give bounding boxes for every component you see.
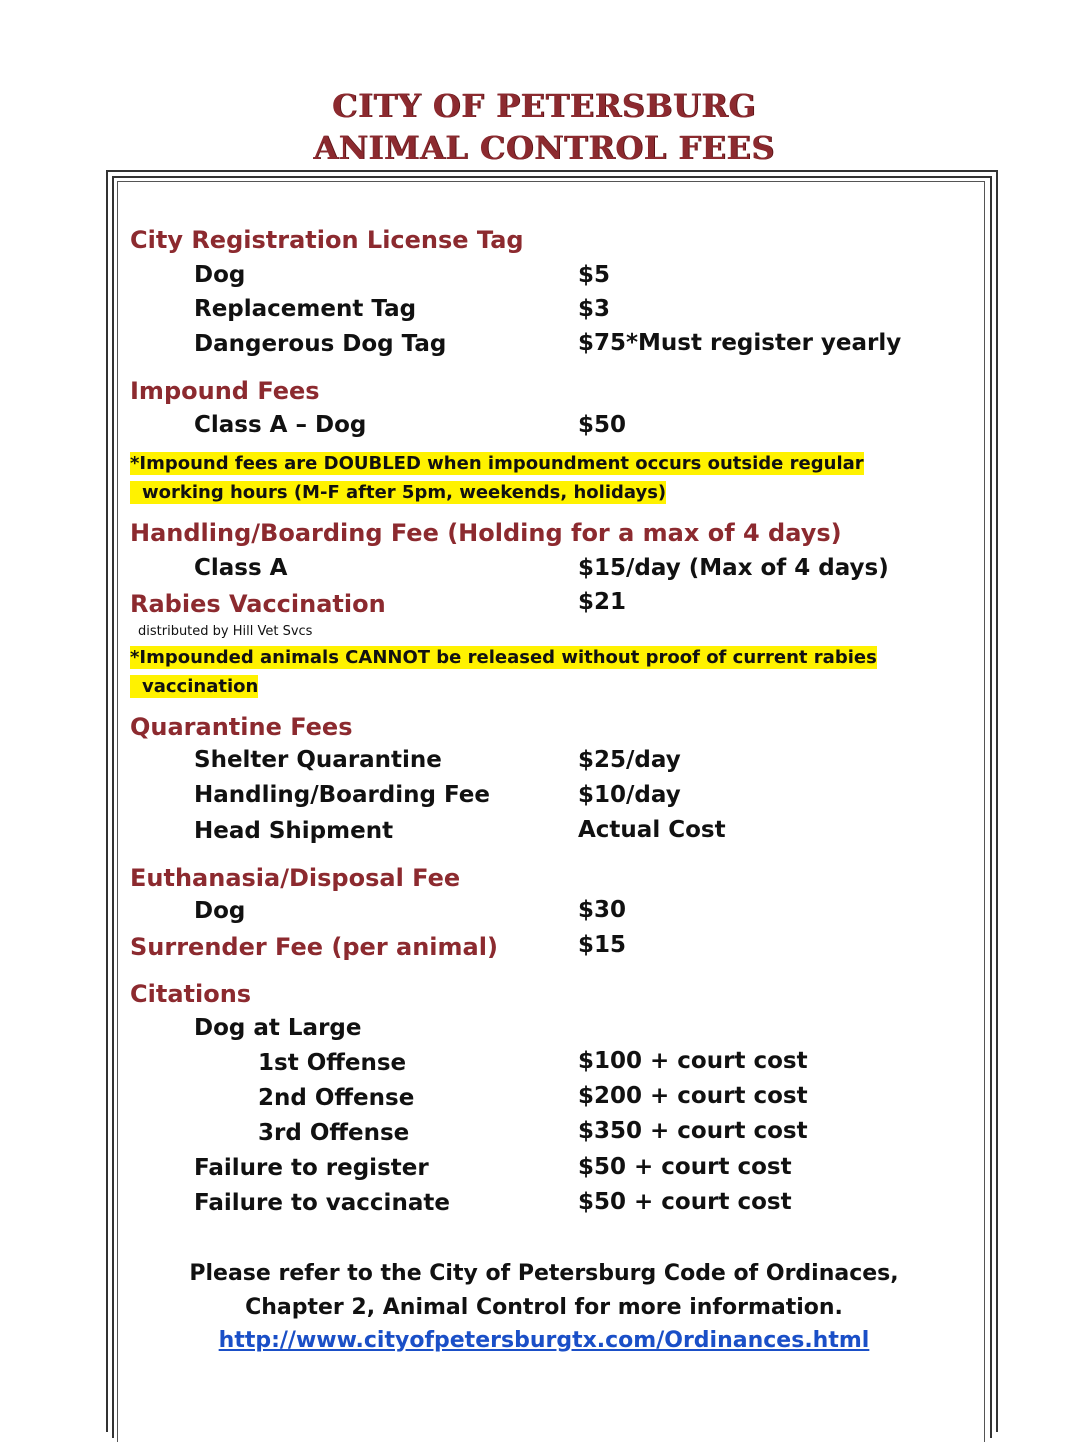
- note-line: *Impound fees are DOUBLED when impoundment occurs outside regular: [130, 453, 864, 474]
- fee-label: Replacement Tag: [194, 296, 417, 322]
- section-heading-quarantine: Quarantine Fees: [130, 713, 353, 741]
- border-frame-inner2: [117, 181, 985, 1442]
- citation-group-label: Dog at Large: [194, 1015, 362, 1041]
- distributor-note: distributed by Hill Vet Svcs: [138, 624, 313, 639]
- footer-text-line2: Chapter 2, Animal Control for more information.: [245, 1295, 843, 1320]
- section-heading-registration: City Registration License Tag: [130, 226, 524, 254]
- citation-price: $50 + court cost: [578, 1154, 792, 1180]
- fee-label: Dangerous Dog Tag: [194, 331, 447, 357]
- footer-text-line1: Please refer to the City of Petersburg Code of Ordinaces,: [189, 1261, 899, 1286]
- section-heading-surrender: Surrender Fee (per animal): [130, 933, 498, 961]
- citation-label: Failure to register: [194, 1155, 429, 1181]
- fee-price: $10/day: [578, 782, 681, 808]
- note-line: *Impounded animals CANNOT be released without proof of current rabies: [130, 647, 877, 668]
- offense-price: $350 + court cost: [578, 1118, 808, 1144]
- section-heading-citations: Citations: [130, 980, 252, 1008]
- fee-label: Class A – Dog: [194, 412, 367, 438]
- note-line: vaccination: [130, 675, 258, 698]
- fee-label: Handling/Boarding Fee: [194, 782, 490, 808]
- fee-price: $3: [578, 296, 611, 322]
- fee-price: $21: [578, 589, 627, 615]
- offense-price: $100 + court cost: [578, 1048, 808, 1074]
- section-heading-euthanasia: Euthanasia/Disposal Fee: [130, 864, 461, 892]
- offense-label: 2nd Offense: [258, 1085, 415, 1111]
- offense-label: 1st Offense: [258, 1050, 407, 1076]
- offense-price: $200 + court cost: [578, 1083, 808, 1109]
- fee-price: $5: [578, 262, 611, 288]
- fee-price: Actual Cost: [578, 817, 726, 843]
- citation-label: Failure to vaccinate: [194, 1190, 450, 1216]
- highlighted-note-rabies: [130, 643, 877, 701]
- offense-label: 3rd Offense: [258, 1120, 410, 1146]
- fee-label: Class A: [194, 555, 288, 581]
- section-heading-rabies: Rabies Vaccination: [130, 590, 386, 618]
- fee-price: $30: [578, 897, 627, 923]
- fee-label: Dog: [194, 262, 246, 288]
- fee-price: $75*Must register yearly: [578, 330, 902, 356]
- citation-price: $50 + court cost: [578, 1189, 792, 1215]
- fee-label: Dog: [194, 898, 246, 924]
- fee-price: $25/day: [578, 747, 681, 773]
- fee-price: $50: [578, 412, 627, 438]
- highlighted-note-impound: [130, 449, 864, 507]
- fee-price: $15: [578, 932, 627, 958]
- ordinances-link[interactable]: http://www.cityofpetersburgtx.com/Ordinances.html: [218, 1328, 870, 1353]
- section-heading-boarding: Handling/Boarding Fee (Holding for a max of 4 days): [130, 519, 842, 547]
- page-title-line1: CITY OF PETERSBURG: [331, 87, 757, 125]
- section-heading-impound: Impound Fees: [130, 377, 320, 405]
- fee-label: Head Shipment: [194, 818, 394, 844]
- fee-price: $15/day (Max of 4 days): [578, 555, 889, 581]
- page-title-line2: ANIMAL CONTROL FEES: [313, 129, 775, 167]
- note-line: working hours (M-F after 5pm, weekends, holidays): [130, 481, 666, 504]
- fee-label: Shelter Quarantine: [194, 747, 442, 773]
